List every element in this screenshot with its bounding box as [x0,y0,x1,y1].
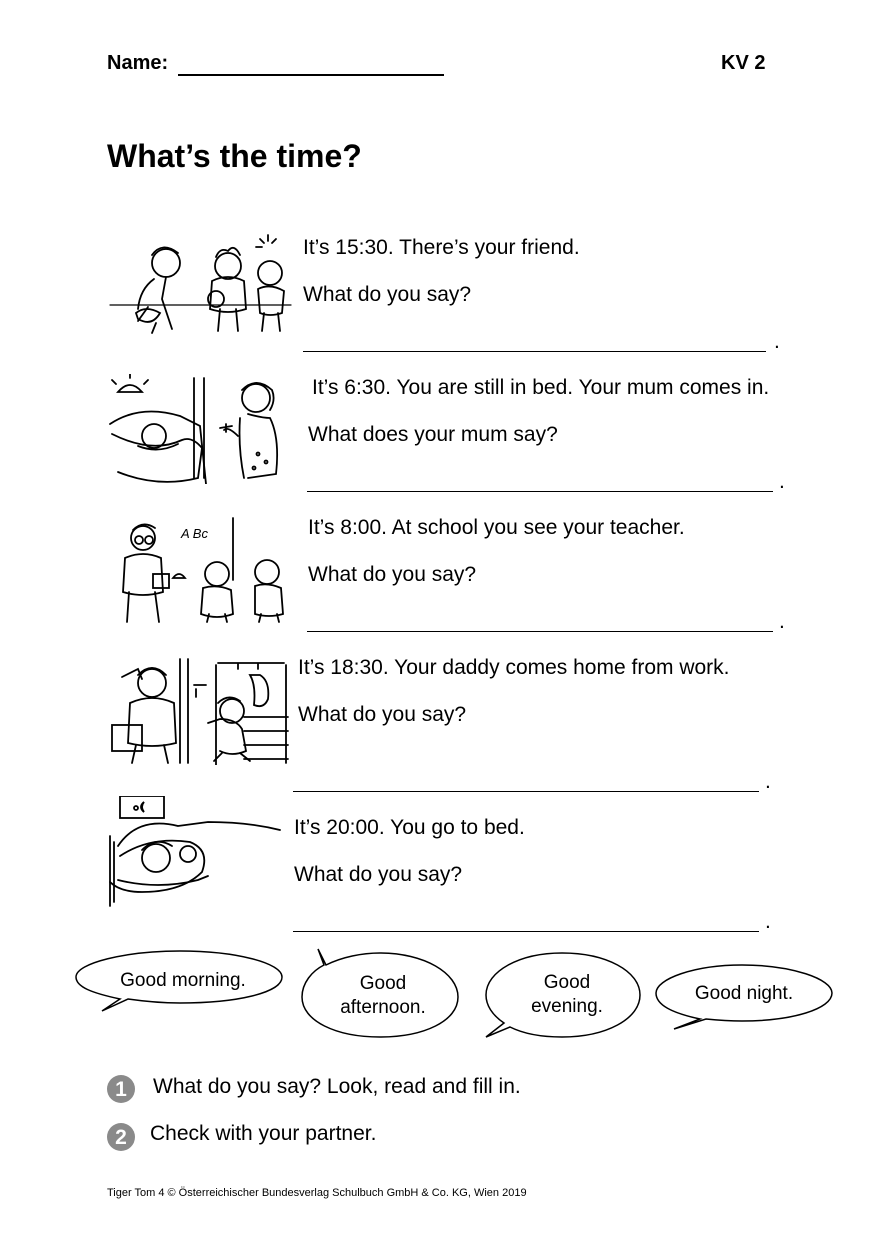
scenario-2-situation: It’s 6:30. You are still in bed. Your mum comes in. [312,376,770,399]
blackboard-text: A Bc [181,526,208,541]
scenario-5-situation: It’s 20:00. You go to bed. [294,816,525,839]
scenario-3-situation: It’s 8:00. At school you see your teacher. [308,516,685,539]
scenario-5-end-dot: . [765,910,771,933]
name-label: Name: [107,52,169,74]
bubble-good-evening [502,971,632,1019]
scenario-2-answer-line[interactable] [307,491,773,492]
task-2-text: Check with your partner. [150,1122,377,1145]
scenario-1-question: What do you say? [303,283,472,306]
scenario-4-situation: It’s 18:30. Your daddy comes home from work. [298,656,730,679]
bubble-3-line2: evening. [531,996,603,1017]
bubble-1-line1: Good morning. [120,970,246,991]
bubble-good-night [674,982,814,1006]
scenario-3-answer-line[interactable] [307,631,773,632]
scenario-4-answer-line[interactable] [293,791,759,792]
scenario-3-end-dot: . [779,610,785,633]
name-input-line[interactable] [178,74,444,76]
task-1-number-icon: 1 [107,1075,135,1103]
scenario-5-answer-line[interactable] [293,931,759,932]
bubble-good-morning [108,969,258,993]
daddy-comes-home-illustration [108,655,293,765]
scenario-2-question: What does your mum say? [308,423,558,446]
task-2-number-icon: 2 [107,1123,135,1151]
bubble-2-line1: Good [359,973,407,994]
worksheet-code: KV 2 [721,52,766,74]
school-teacher-illustration [115,516,295,624]
copyright-footer: Tiger Tom 4 © Österreichischer Bundesverlag Schulbuch GmbH & Co. KG, Wien 2019 [107,1187,527,1199]
scenario-1-situation: It’s 15:30. There’s your friend. [303,236,580,259]
bubble-good-afternoon [318,972,448,1020]
task-1-text: What do you say? Look, read and fill in. [153,1075,521,1098]
scenario-1-answer-line[interactable] [303,351,766,352]
page-title: What’s the time? [107,138,362,174]
scenario-4-question: What do you say? [298,703,467,726]
bubble-2-line2: afternoon. [340,997,426,1018]
bubble-3-line1: Good [543,972,591,993]
scenario-2-end-dot: . [779,470,785,493]
friends-meeting-illustration [108,233,293,335]
mum-wakes-child-illustration [108,374,296,484]
bubble-4-line1: Good night. [694,983,794,1004]
child-in-bed-illustration [108,796,283,908]
scenario-1-end-dot: . [774,330,780,353]
scenario-3-question: What do you say? [308,563,477,586]
scenario-4-end-dot: . [765,770,771,793]
scenario-5-question: What do you say? [294,863,463,886]
